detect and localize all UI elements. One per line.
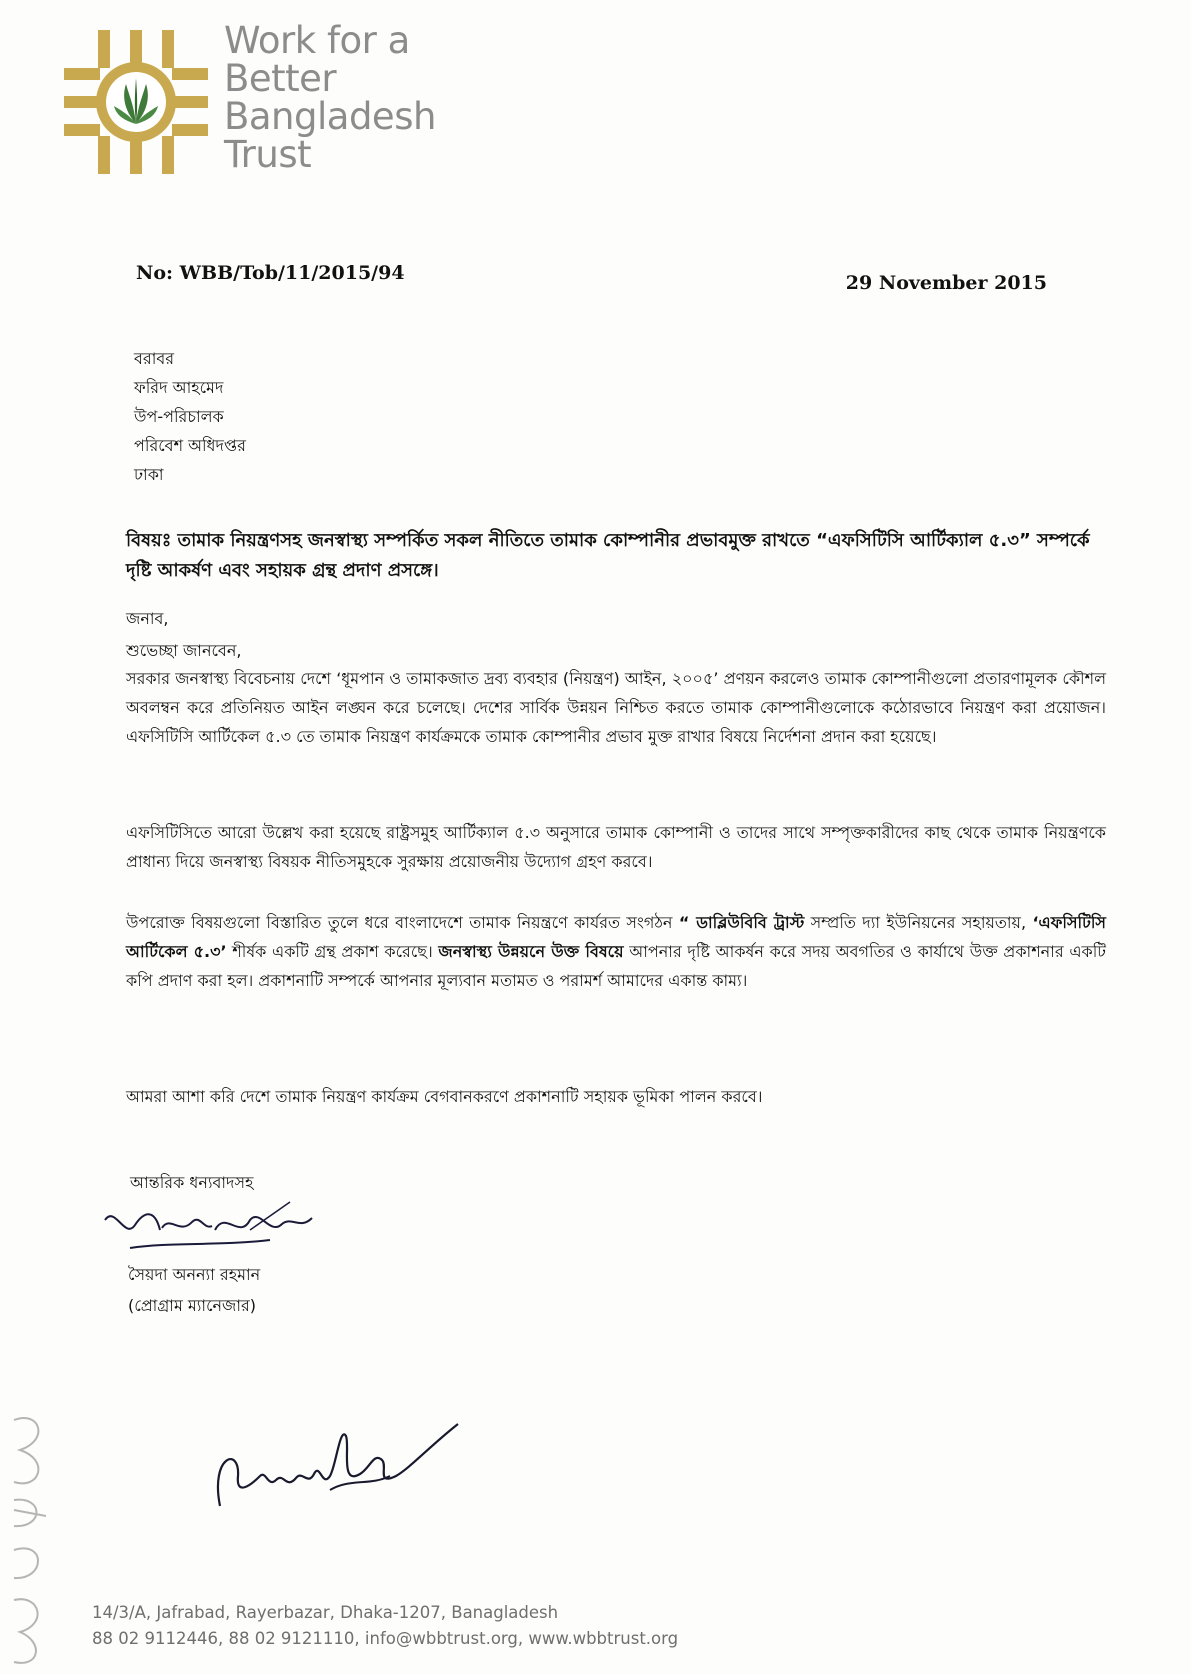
- para3-text: উপরোক্ত বিষয়গুলো বিস্তারিত তুলে ধরে বাংলাদেশে তামাক নিয়ন্ত্রণে কার্যরত সংগঠন: [126, 913, 679, 932]
- letterhead-footer: [92, 1600, 678, 1652]
- stamp-mark: [0, 1410, 60, 1670]
- recipient-line: উপ-পরিচালক: [134, 407, 224, 426]
- letter-date: 29 November 2015: [845, 272, 1047, 294]
- organization-name: [224, 19, 436, 176]
- para3-bold-org: “ ডাব্লিউবিবি ট্রাস্ট: [678, 913, 805, 932]
- body-paragraph-1: সরকার জনস্বাস্থ্য বিবেচনায় দেশে ‘ধূমপান ও তামাকজাত দ্রব্য ব্যবহার (নিয়ন্ত্রণ) আইন, ২০০৫’ প্রণয়ন করলেও তামাক কোম্পানীগুলো প্রতারণামূলক কৌশল অবলম্বন করে প্রতিনিয়ত আইন লঙ্ঘন করে চলেছে। দেশের সার্বিক উন্নয়ন নিশ্চিত করতে তামাক কোম্পানীগুলোকে কঠোরভাবে নিয়ন্ত্রণ করা প্রয়োজন। এফসিটিসি আর্টিকেল ৫.৩ তে তামাক নিয়ন্ত্রণ কার্যক্রমকে তামাক কোম্পানীর প্রভাব মুক্ত রাখার বিষয়ে নির্দেশনা প্রদান করা হয়েছে।: [126, 669, 1106, 746]
- recipient-line: বরাবর: [134, 349, 175, 368]
- handwritten-signature: [100, 1200, 330, 1260]
- recipient-line: পরিবেশ অধিদপ্তর: [134, 436, 246, 455]
- recipient-line: ঢাকা: [134, 465, 164, 484]
- logo-line-4: Trust: [224, 133, 312, 176]
- organization-logo: [64, 30, 208, 174]
- footer-contact: 88 02 9112446, 88 02 9121110, info@wbbtrust.org, www.wbbtrust.org: [92, 1629, 679, 1648]
- salutation: জনাব,: [126, 609, 169, 628]
- signer-name: সৈয়দা অনন্যা রহমান: [128, 1265, 261, 1284]
- greeting: শুভেচ্ছা জানবেন,: [126, 641, 242, 660]
- body-paragraph-4: আমরা আশা করি দেশে তামাক নিয়ন্ত্রণ কার্যক্রম বেগবানকরণে প্রকাশনাটি সহায়ক ভূমিকা পালন করবে।: [126, 1087, 763, 1106]
- footer-address: 14/3/A, Jafrabad, Rayerbazar, Dhaka-1207, Banagladesh: [92, 1603, 559, 1622]
- recipient-line: ফরিদ আহমেদ: [134, 378, 224, 397]
- reference-number: No: WBB/Tob/11/2015/94: [136, 262, 405, 284]
- body-paragraph-2: এফসিটিসিতে আরো উল্লেখ করা হয়েছে রাষ্ট্রসমুহ আর্টিক্যাল ৫.৩ অনুসারে তামাক কোম্পানী ও তাদের সাথে সম্পৃক্তকারীদের কাছ থেকে তামাক নিয়ন্ত্রণকে প্রাধান্য দিয়ে জনস্বাস্থ্য বিষয়ক নীতিসমুহকে সুরক্ষায় প্রয়োজনীয় উদ্যোগ গ্রহণ করবে।: [126, 823, 1106, 871]
- signer-title: (প্রোগ্রাম ম্যানেজার): [128, 1296, 257, 1315]
- body-paragraph-3: [126, 908, 1106, 995]
- para3-bold-title: ‘এফসিটিসি আর্টিকেল ৫.৩’: [126, 913, 1106, 961]
- para3-bold-topic: জনস্বাস্থ্য উন্নয়নে উক্ত বিষয়ে: [438, 942, 624, 961]
- logo-line-1: Work for a: [224, 19, 410, 62]
- logo-line-2: Better: [224, 57, 337, 100]
- para3-text: সম্প্রতি দ্যা ইউনিয়নের সহায়তায়,: [804, 913, 1033, 932]
- closing-line: আন্তরিক ধন্যবাদসহ: [130, 1173, 254, 1192]
- recipient-block: [134, 344, 246, 489]
- logo-line-3: Bangladesh: [224, 95, 436, 138]
- letter-subject: বিষয়ঃ তামাক নিয়ন্ত্রণসহ জনস্বাস্থ্য সম্পর্কিত সকল নীতিতে তামাক কোম্পানীর প্রভাবমুক্ত রাখতে “এফসিটিসি আর্টিক্যাল ৫.৩” সম্পর্কে দৃষ্টি আকর্ষণ এবং সহায়ক গ্রন্থ প্রদাণ প্রসঙ্গে।: [126, 530, 1090, 581]
- para3-text: আপনার দৃষ্টি আকর্ষন করে সদয় অবগতির ও কার্যাথে উক্ত প্রকাশনার একটি কপি প্রদাণ করা হল। প্রকাশনাটি সম্পর্কে আপনার মূল্যবান মতামত ও পরামর্শ আমাদের একান্ত কাম্য।: [126, 942, 1106, 990]
- para3-text: শীর্ষক একটি গ্রন্থ প্রকাশ করেছে।: [226, 942, 439, 961]
- received-handwritten-mark: [210, 1416, 460, 1526]
